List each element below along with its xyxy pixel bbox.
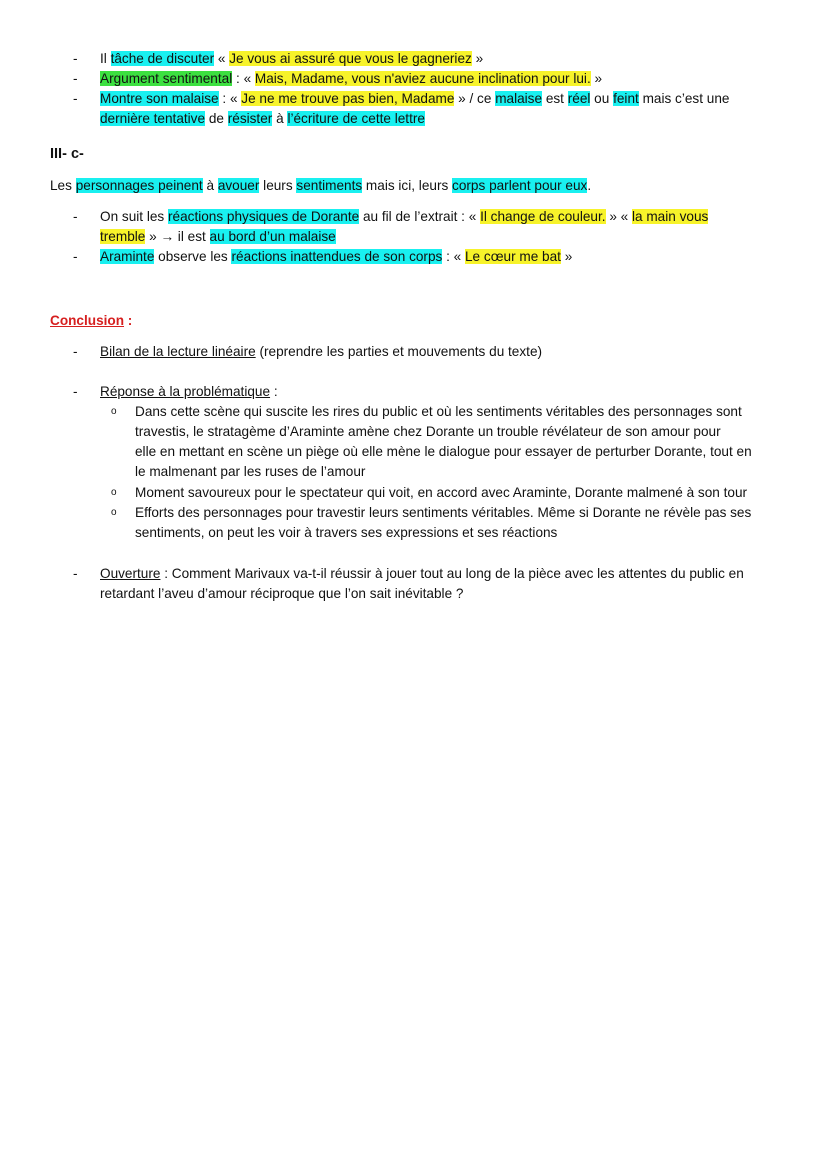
sub-point-line: Efforts des personnages pour travestir leurs sentiments véritables. Même si Dorante ne révèle pas ses — [135, 505, 752, 520]
list-item-ouverture: Ouverture : Comment Marivaux va-t-il réussir à jouer tout au long de la pièce avec les attentes du public en — [100, 566, 744, 581]
list-item-argument: Argument sentimental : « Mais, Madame, vous n'aviez aucune inclination pour lui. » — [100, 71, 603, 86]
bullet-dash: - — [73, 51, 78, 66]
list-item-reactions-cont: tremble » → il est au bord d’un malaise — [100, 229, 336, 244]
list-item-reactions: On suit les réactions physiques de Dorante au fil de l’extrait : « Il change de couleur. » « la main vous — [100, 209, 709, 224]
bullet-circle: o — [111, 406, 117, 417]
highlight-quote: Mais, Madame, vous n'aviez aucune inclination pour lui. — [254, 71, 591, 86]
bullet-dash: - — [73, 344, 78, 359]
list-item-araminte: Araminte observe les réactions inattendues de son corps : « Le cœur me bat » — [100, 249, 573, 264]
list-item-ouverture-cont: retardant l’aveu d’amour réciproque que l’on sait inévitable ? — [100, 586, 464, 601]
sub-point-line: sentiments, on peut les voir à travers ses expressions et ses réactions — [135, 525, 558, 540]
sub-point-line: Dans cette scène qui suscite les rires du public et où les sentiments véritables des personnages sont — [135, 404, 742, 419]
conclusion-heading: Conclusion : — [50, 313, 133, 328]
sub-point-line: travestis, le stratagème d’Araminte amène chez Dorante un trouble révélateur de son amour pour — [135, 424, 721, 439]
bullet-circle: o — [111, 507, 117, 518]
bullet-circle: o — [111, 487, 117, 498]
bullet-dash: - — [73, 91, 78, 106]
section-intro: Les personnages peinent à avouer leurs sentiments mais ici, leurs corps parlent pour eux. — [50, 178, 592, 193]
bullet-dash: - — [73, 71, 78, 86]
section-heading: III- c- — [50, 146, 84, 162]
list-item-malaise-cont: dernière tentative de résister à l’écriture de cette lettre — [100, 111, 425, 126]
highlight-green: Argument sentimental — [100, 71, 233, 86]
bullet-dash: - — [73, 384, 78, 399]
bullet-dash: - — [73, 249, 78, 264]
highlight: tâche de discuter — [110, 51, 215, 66]
sub-point-line: Moment savoureux pour le spectateur qui voit, en accord avec Araminte, Dorante malmené à son tour — [135, 485, 748, 500]
sub-point-line: elle en mettant en scène un piège où elle mène le dialogue pour essayer de perturber Dorante, tout en — [135, 444, 752, 459]
bullet-dash: - — [73, 566, 78, 581]
list-item-reponse: Réponse à la problématique : — [100, 384, 278, 399]
list-item-bilan: Bilan de la lecture linéaire (reprendre les parties et mouvements du texte) — [100, 344, 543, 359]
sub-point-line: le malmenant par les ruses de l’amour — [135, 464, 366, 479]
list-item-discuter: Il tâche de discuter « Je vous ai assuré que vous le gagneriez » — [100, 51, 484, 66]
bullet-dash: - — [73, 209, 78, 224]
highlight-quote: Je vous ai assuré que vous le gagneriez — [229, 51, 472, 66]
list-item-malaise: Montre son malaise : « Je ne me trouve pas bien, Madame » / ce malaise est réel ou feint mais c’est une — [100, 91, 730, 106]
